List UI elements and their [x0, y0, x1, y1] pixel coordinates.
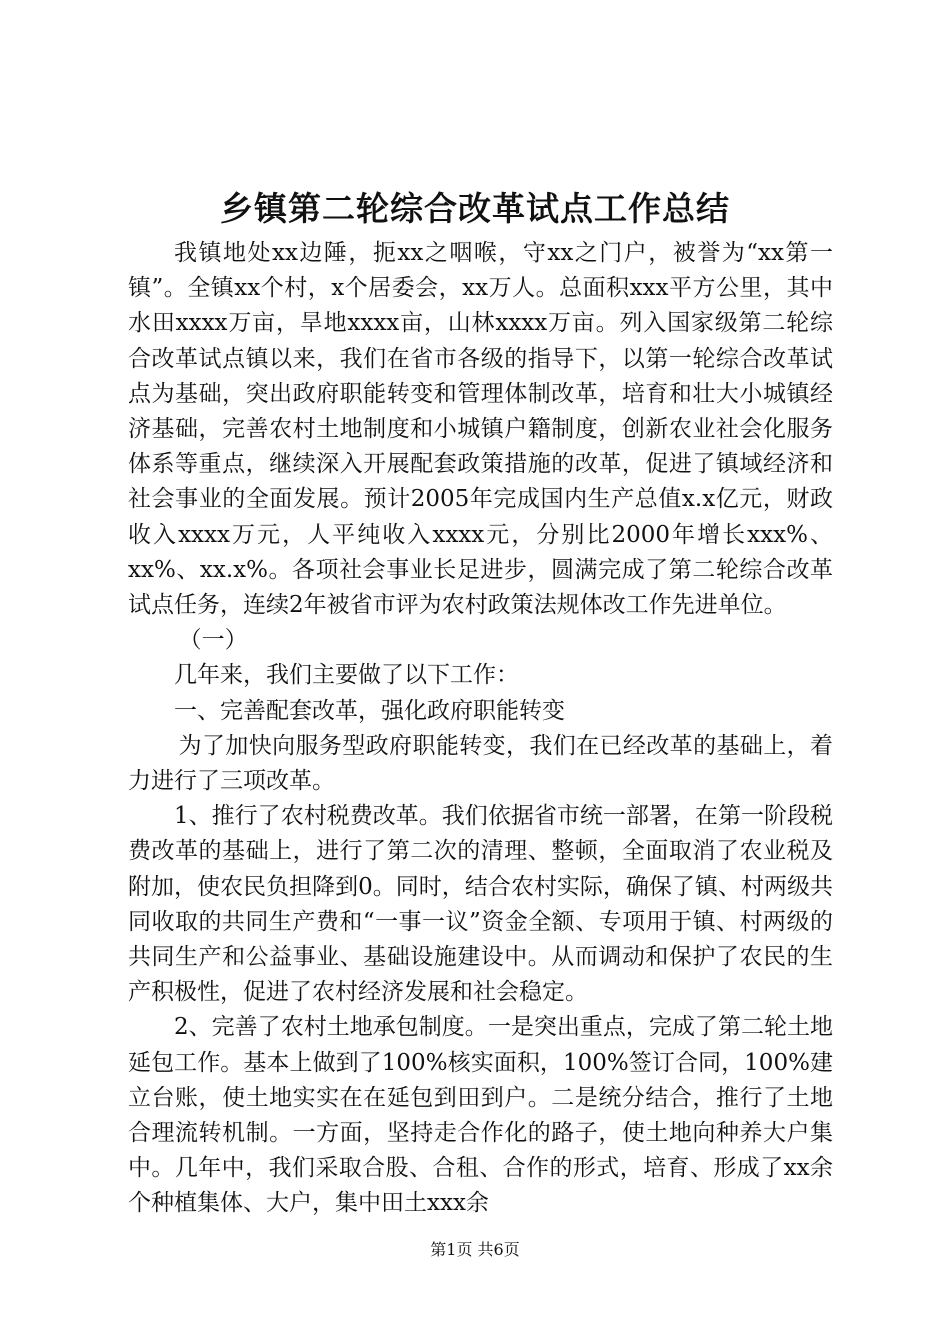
page-footer: 第1页 共6页 [430, 1240, 520, 1259]
paragraph-intro: 我镇地处xx边陲，扼xx之咽喉，守xx之门户，被誉为“xx第一镇”。全镇xx个村，x个居委会，xx万人。总面积xxx平方公里，其中水田xxxx万亩，旱地xxxx亩，山林xxxx万亩。列入国家级第二轮综合改革试点镇以来，我们在省市各级的指导下，以第一轮综合改革试点为基础，突出政府职能转变和管理体制改革，培育和壮大小城镇经济基础，完善农村土地制度和小城镇户籍制度，创新农业社会化服务体系等重点，继续深入开展配套政策措施的改革，促进了镇域经济和社会事业的全面发展。预计2005年完成国内生产总值x.x亿元，财政收入xxxx万元，人平纯收入xxxx元，分别比2000年增长xxx%、xx%、xx.x%。各项社会事业长足进步，圆满完成了第二轮综合改革试点任务，连续2年被省市评为农村政策法规体改工作先进单位。 [128, 240, 833, 619]
paragraph-work-summary: 几年来，我们主要做了以下工作： [174, 662, 519, 689]
paragraph-tax-reform: 1、推行了农村税费改革。我们依据省市统一部署，在第一阶段税费改革的基础上，进行了第二次的清理、整顿，全面取消了农业税及附加，使农民负担降到0。同时，结合农村实际，确保了镇、村两级共同收取的共同生产费和“一事一议”资金全额、专项用于镇、村两级的共同生产和公益事业、基础设施建设中。从而调动和保护了农民的生产积极性，促进了农村经济发展和社会稳定。 [128, 803, 833, 1006]
section-heading-1: 一、完善配套改革，强化政府职能转变 [174, 697, 565, 724]
section-marker: （一） [178, 627, 248, 654]
document-title: 乡镇第二轮综合改革试点工作总结 [220, 189, 730, 228]
document-body [128, 236, 833, 1222]
paragraph-land-contract: 2、完善了农村土地承包制度。一是突出重点，完成了第二轮土地延包工作。基本上做到了100%核实面积，100%签订合同，100%建立台账，使土地实实在在延包到田到户。二是统分结合，推行了土地合理流转机制。一方面，坚持走合作化的路子，使土地向种养大户集中。几年中，我们采取合股、合租、合作的形式，培育、形成了xx余个种植集体、大户，集中田土xxx余 [128, 1014, 833, 1217]
paragraph-reform-intro: 为了加快向服务型政府职能转变，我们在已经改革的基础上，着力进行了三项改革。 [128, 732, 833, 795]
